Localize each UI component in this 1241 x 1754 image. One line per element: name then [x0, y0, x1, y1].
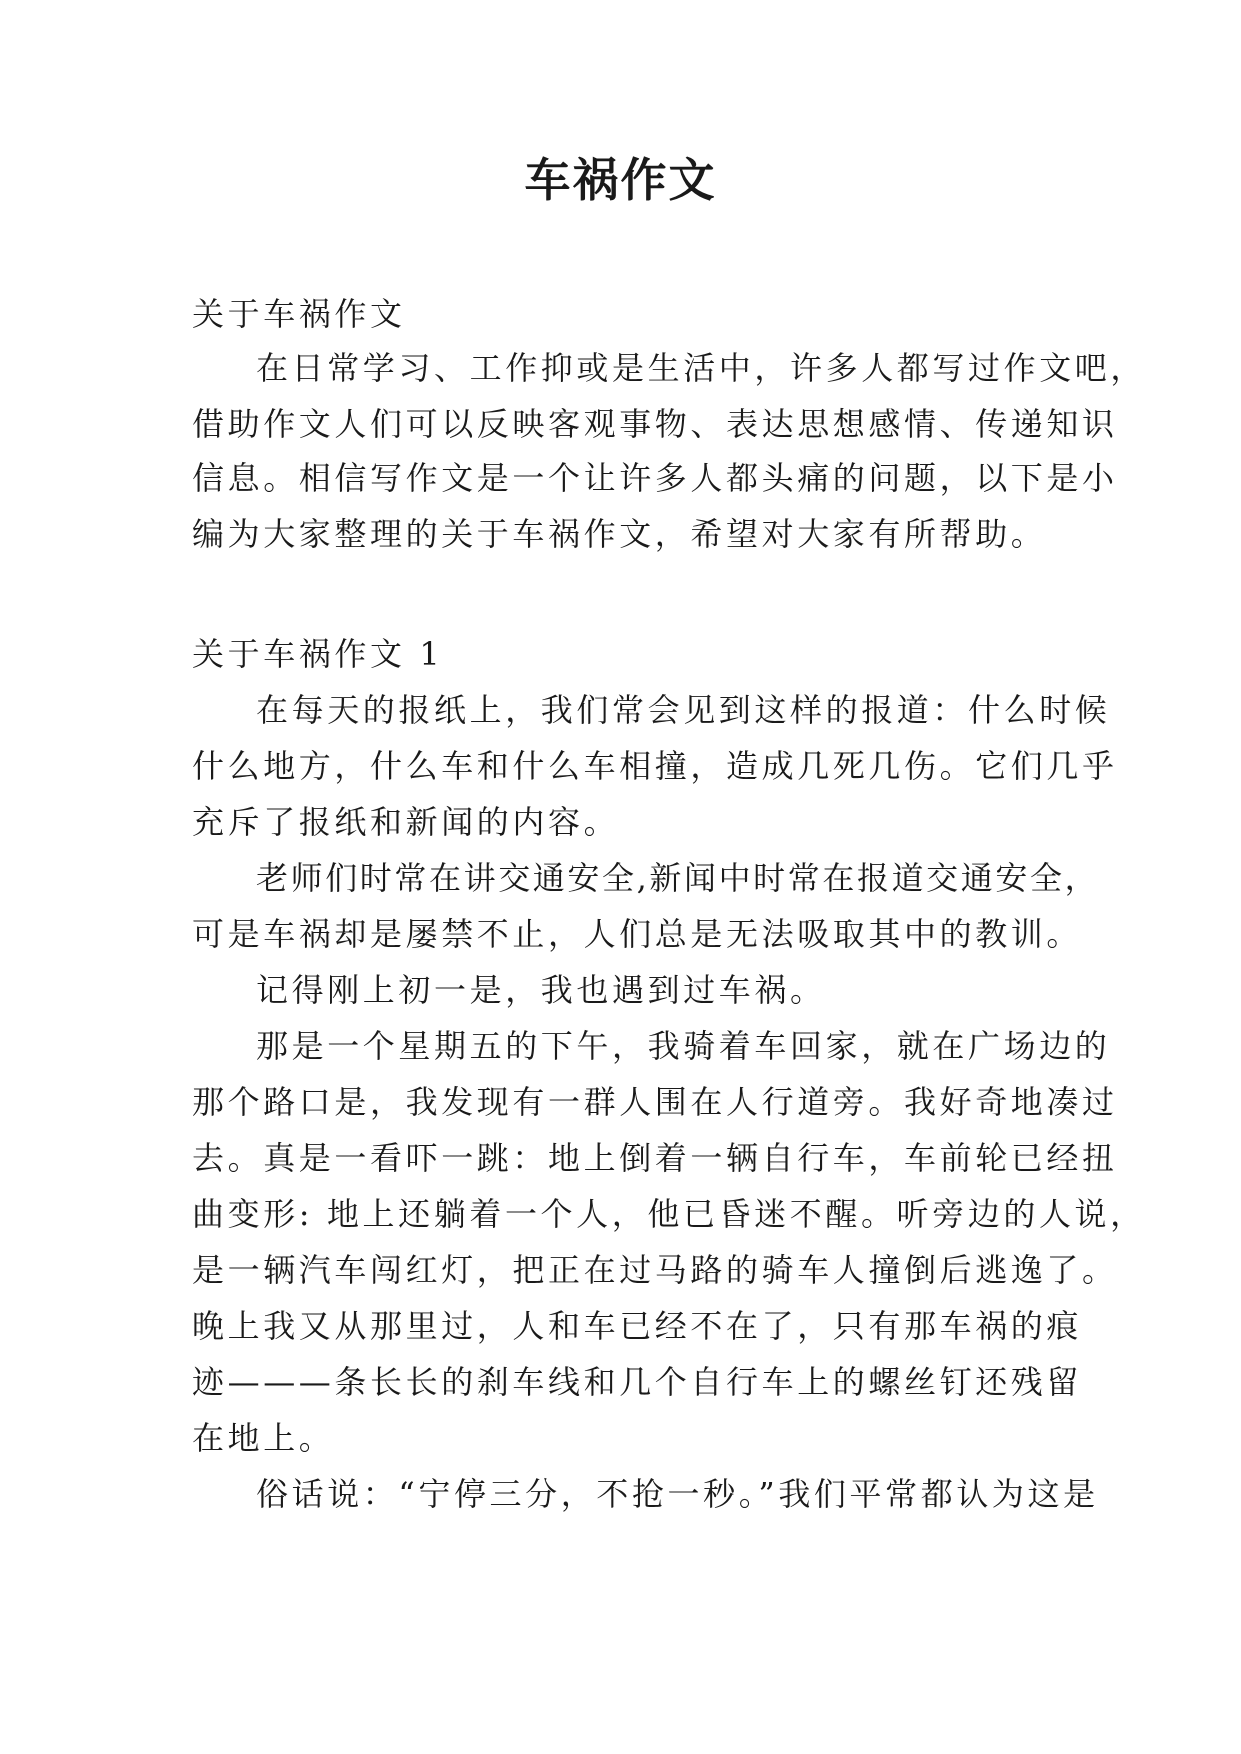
- paragraph-line: 什么地方，什么车和什么车相撞，造成几死几伤。它们几乎: [192, 747, 1118, 785]
- section-heading-intro: 关于车祸作文: [192, 295, 406, 333]
- paragraph-line: 去。真是一看吓一跳：地上倒着一辆自行车，车前轮已经扭: [192, 1139, 1118, 1177]
- paragraph-line: 充斥了报纸和新闻的内容。: [192, 803, 620, 841]
- paragraph-line: 曲变形: 地上还躺着一个人，他已昏迷不醒。听旁边的人说，: [192, 1195, 1146, 1233]
- paragraph-line: 在地上。: [192, 1419, 335, 1457]
- section-heading-essay-1: 关于车祸作文 1: [192, 635, 444, 673]
- paragraph-line: 晚上我又从那里过，人和车已经不在了，只有那车祸的痕: [192, 1307, 1083, 1345]
- paragraph-line: 借助作文人们可以反映客观事物、表达思想感情、传递知识: [192, 405, 1118, 443]
- paragraph-line: 在每天的报纸上，我们常会见到这样的报道：什么时候: [256, 691, 1111, 729]
- paragraph-line: 那个路口是，我发现有一群人围在人行道旁。我好奇地凑过: [192, 1083, 1118, 1121]
- paragraph-line: 编为大家整理的关于车祸作文，希望对大家有所帮助。: [192, 515, 1047, 553]
- paragraph-line: 那是一个星期五的下午，我骑着车回家，就在广场边的: [256, 1027, 1111, 1065]
- paragraph-line: 老师们时常在讲交通安全,新闻中时常在报道交通安全，: [256, 859, 1100, 897]
- paragraph-line: 是一辆汽车闯红灯，把正在过马路的骑车人撞倒后逃逸了。: [192, 1251, 1118, 1289]
- paragraph-line: 记得刚上初一是，我也遇到过车祸。: [256, 971, 826, 1009]
- paragraph-line: 俗话说：“宁停三分，不抢一秒。”我们平常都认为这是: [256, 1475, 1099, 1513]
- paragraph-line: 信息。相信写作文是一个让许多人都头痛的问题，以下是小: [192, 459, 1118, 497]
- paragraph-line: 可是车祸却是屡禁不止，人们总是无法吸取其中的教训。: [192, 915, 1083, 953]
- document-title: 车祸作文: [524, 153, 717, 207]
- paragraph-line: 在日常学习、工作抑或是生活中，许多人都写过作文吧，: [256, 349, 1147, 387]
- paragraph-line: 迹———条长长的刹车线和几个自行车上的螺丝钉还残留: [192, 1363, 1083, 1401]
